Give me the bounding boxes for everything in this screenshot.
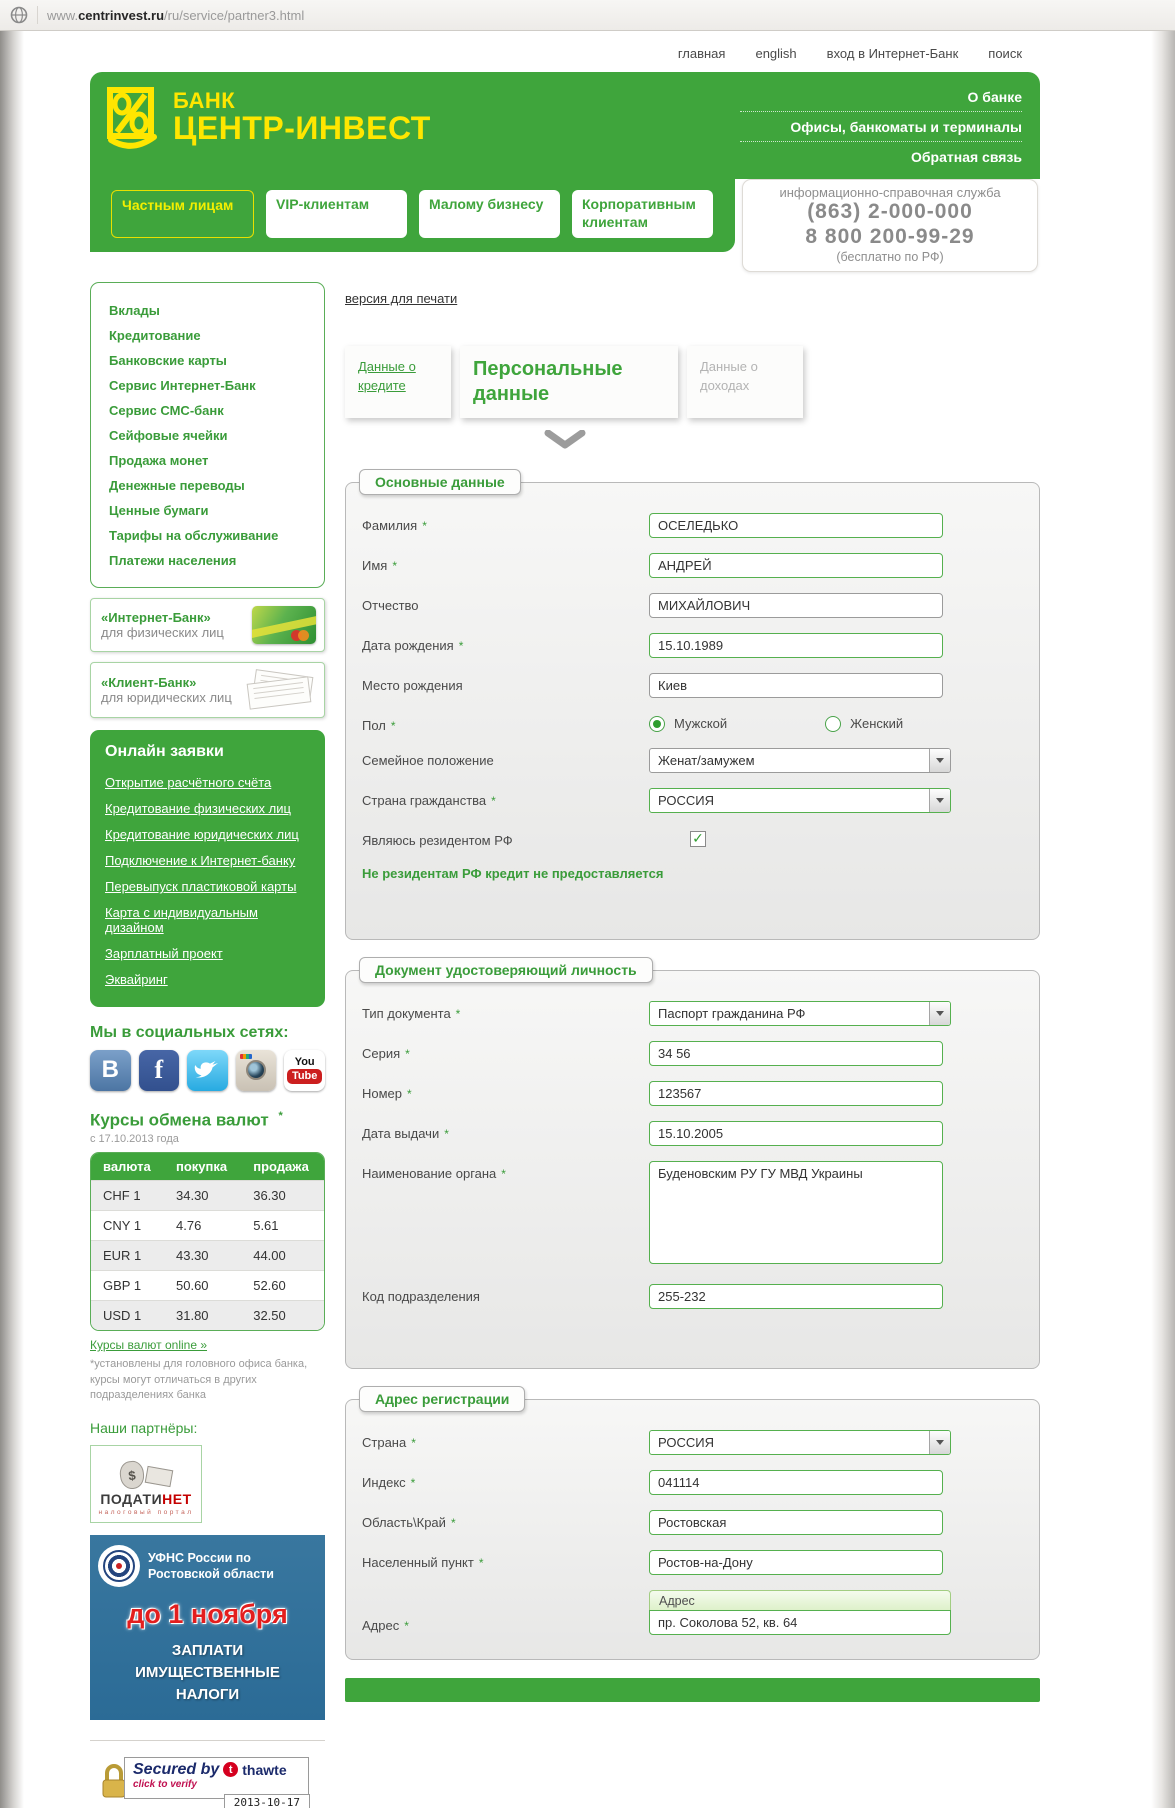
region-input[interactable] — [649, 1510, 943, 1535]
country-select[interactable]: РОССИЯ — [649, 1430, 951, 1455]
field-row-issue-date: Дата выдачи * 15.10.2005 — [362, 1121, 1019, 1146]
birthdate-input[interactable] — [649, 633, 943, 658]
sidebar — [90, 282, 325, 1808]
twitter-icon[interactable] — [187, 1050, 228, 1091]
link-acquiring[interactable]: Эквайринг — [105, 972, 168, 988]
required-mark: * — [450, 1515, 456, 1530]
rates-col-currency: валюта — [91, 1153, 164, 1181]
unit-code-input[interactable] — [649, 1284, 943, 1309]
section-registration-address — [345, 1390, 1040, 1660]
doc-type-select[interactable]: Паспорт гражданина РФ — [649, 1001, 951, 1026]
field-row-country: Страна * РОССИЯ — [362, 1430, 1019, 1455]
podatinet-partner-banner[interactable]: $ ПОДАТИНЕТ налоговый портал — [90, 1445, 202, 1523]
nav-home-link[interactable]: главная — [677, 46, 726, 61]
info-service-card — [742, 179, 1038, 272]
section-legend: Адрес регистрации — [359, 1386, 525, 1412]
required-mark: * — [407, 1086, 412, 1101]
rates-footnote: *установлены для головного офиса банка, курсы могут отличаться в других подразделениях банка — [90, 1358, 308, 1401]
click-to-verify-text: click to verify — [133, 1778, 197, 1790]
money-bags-image: $ — [94, 1451, 198, 1489]
tax-deadline: до 1 ноября — [127, 1599, 288, 1630]
phone-note: (бесплатно по РФ) — [836, 249, 944, 264]
thawte-logo-icon: t — [223, 1762, 238, 1777]
sidebar-item-bank-cards[interactable]: Банковские карты — [109, 352, 227, 368]
rates-col-sell: продажа — [241, 1153, 324, 1181]
bank-logo-text: БАНК ЦЕНТР-ИНВЕСТ — [173, 88, 431, 147]
sidebar-item-sms-bank[interactable]: Сервис СМС-банк — [109, 402, 224, 418]
city-input[interactable] — [649, 1550, 943, 1575]
rates-col-buy: покупка — [164, 1153, 241, 1181]
required-mark: * — [392, 558, 397, 573]
gender-male-radio[interactable] — [649, 716, 665, 732]
sidebar-menu — [90, 282, 325, 588]
thawte-date: 2013-10-17 — [224, 1794, 310, 1808]
social-title: Мы в социальных сетях: — [90, 1023, 289, 1041]
section-identity-document — [345, 961, 1040, 1369]
feedback-link[interactable]: Обратная связь — [911, 149, 1022, 165]
tax-banner[interactable] — [90, 1535, 325, 1719]
link-custom-design-card[interactable]: Карта с индивидуальным дизайном — [105, 905, 258, 936]
step-credit-data[interactable]: Данные о кредите — [345, 346, 451, 418]
field-row-doc-type: Тип документа * Паспорт гражданина РФ — [362, 1001, 1019, 1026]
rates-date: с 17.10.2013 года — [90, 1133, 179, 1146]
window-edge-left — [0, 31, 24, 1808]
field-row-issuer: Наименование органа * Буденовским РУ ГУ МВД Украины — [362, 1161, 1019, 1269]
field-row-lastname: Фамилия * ОСЕЛЕДЬКО — [362, 513, 1019, 538]
issue-date-input[interactable] — [649, 1121, 943, 1146]
internet-bank-banner-subtitle: для физических лиц — [101, 624, 224, 640]
table-row: EUR 1 43.30 44.00 — [91, 1241, 324, 1271]
online-requests-box — [90, 730, 325, 1007]
step-income-data-disabled: Данные о доходах — [687, 346, 803, 418]
audience-tabs — [90, 179, 735, 252]
tab-private-clients[interactable]: Частным лицам — [111, 190, 254, 238]
address-input[interactable] — [649, 1610, 951, 1635]
birthplace-input[interactable] — [649, 673, 943, 698]
field-row-middlename: Отчество МИХАЙЛОВИЧ — [362, 593, 1019, 618]
doc-series-input[interactable] — [649, 1041, 943, 1066]
footer-bar — [345, 1678, 1040, 1702]
table-row: CHF 1 34.30 36.30 — [91, 1181, 324, 1211]
thawte-seal[interactable] — [98, 1757, 313, 1808]
top-utility-nav — [90, 31, 1040, 72]
rates-title: Курсы обмена валют * — [90, 1109, 283, 1130]
section-legend: Документ удостоверяющий личность — [359, 957, 653, 983]
sidebar-item-tariffs[interactable]: Тарифы на обслуживание — [109, 527, 279, 543]
window-edge-right — [1151, 31, 1175, 1808]
tax-banner-org: УФНС России по Ростовской области — [148, 1551, 274, 1582]
field-row-birthdate: Дата рождения * 15.10.1989 — [362, 633, 1019, 658]
sidebar-item-securities[interactable]: Ценные бумаги — [109, 502, 209, 518]
field-row-address: Адрес * Адрес пр. Соколова 52, кв. 64 — [362, 1590, 1019, 1635]
sidebar-item-money-transfers[interactable]: Денежные переводы — [109, 477, 245, 493]
section-basic-data — [345, 473, 1040, 940]
gender-female-label: Женский — [850, 716, 904, 732]
phone-tollfree: 8 800 200-99-29 — [805, 224, 975, 248]
required-mark: * — [491, 793, 496, 808]
vk-icon[interactable]: В — [90, 1050, 131, 1091]
link-salary-project[interactable]: Зарплатный проект — [105, 946, 223, 962]
sidebar-item-coins[interactable]: Продажа монет — [109, 452, 209, 468]
tab-corporate-clients[interactable]: Корпоративным клиентам — [572, 190, 713, 238]
header-links — [740, 72, 1040, 179]
sidebar-item-lending[interactable]: Кредитование — [109, 327, 201, 343]
offices-atms-link[interactable]: Офисы, банкоматы и терминалы — [740, 112, 1022, 142]
bank-card-image — [252, 606, 316, 644]
browser-address-bar — [0, 0, 1175, 31]
print-version-link[interactable]: версия для печати — [345, 290, 458, 306]
internet-bank-banner[interactable] — [90, 598, 325, 652]
issuer-textarea[interactable] — [649, 1161, 943, 1264]
required-mark: * — [411, 1435, 416, 1450]
partners-title: Наши партнёры: — [90, 1420, 198, 1437]
sidebar-item-deposits[interactable]: Вклады — [109, 302, 160, 318]
address-tooltip: Адрес — [649, 1590, 951, 1610]
field-row-citizenship: Страна гражданства * РОССИЯ — [362, 788, 1019, 813]
required-mark: * — [404, 1618, 409, 1633]
section-legend: Основные данные — [359, 469, 521, 495]
field-row-doc-series: Серия * 34 56 — [362, 1041, 1019, 1066]
link-connect-internet-bank[interactable]: Подключение к Интернет-банку — [105, 853, 296, 869]
doc-number-input[interactable] — [649, 1081, 943, 1106]
url-separator — [37, 6, 38, 24]
firstname-input[interactable] — [649, 553, 943, 578]
tab-small-business[interactable]: Малому бизнесу — [419, 190, 560, 238]
required-mark: * — [390, 718, 396, 733]
required-mark: * — [455, 1006, 461, 1021]
required-mark: * — [410, 1475, 416, 1490]
dropdown-arrow-icon[interactable] — [929, 749, 950, 772]
internet-bank-banner-title: «Интернет-Банк» — [101, 609, 211, 625]
client-bank-banner-title: «Клиент-Банк» — [101, 674, 197, 690]
exchange-rates-table — [90, 1152, 325, 1331]
client-bank-banner[interactable] — [90, 662, 325, 718]
page — [0, 31, 1175, 1808]
required-mark: * — [458, 638, 464, 653]
thawte-brand-text: thawte — [242, 1761, 287, 1778]
required-mark: * — [478, 1555, 484, 1570]
gender-female-radio[interactable] — [825, 716, 841, 732]
secured-by-text: Secured by — [133, 1760, 220, 1778]
lastname-input[interactable] — [649, 513, 943, 538]
middlename-input[interactable] — [649, 593, 943, 618]
site-header — [90, 72, 1040, 179]
ufns-emblem-icon — [98, 1545, 140, 1587]
nav-english-link[interactable]: english — [755, 46, 797, 61]
field-row-marital-status: Семейное положение Женат/замужем — [362, 748, 1019, 773]
url-text[interactable]: www.centrinvest.ru/ru/service/partner3.html — [47, 7, 305, 23]
citizenship-select[interactable]: РОССИЯ — [649, 788, 951, 813]
field-row-resident: Являюсь резидентом РФ ✓ — [362, 828, 1019, 848]
field-row-firstname: Имя * АНДРЕЙ — [362, 553, 1019, 578]
main-content — [345, 282, 1040, 1702]
field-row-region: Область\Край * Ростовская — [362, 1510, 1019, 1535]
field-row-birthplace: Место рождения Киев — [362, 673, 1019, 698]
link-open-account[interactable]: Открытие расчётного счёта — [105, 775, 272, 791]
bank-logo-icon — [106, 87, 160, 154]
required-mark: * — [405, 1046, 410, 1061]
bank-logo[interactable] — [90, 72, 431, 179]
cheques-image — [246, 670, 316, 710]
field-row-unit-code: Код подразделения 255-232 — [362, 1284, 1019, 1309]
dropdown-arrow-icon[interactable] — [929, 1002, 950, 1025]
marital-status-select[interactable]: Женат/замужем — [649, 748, 951, 773]
link-corporate-lending[interactable]: Кредитование юридических лиц — [105, 827, 299, 843]
globe-icon — [10, 6, 28, 24]
table-row: USD 1 31.80 32.50 — [91, 1301, 324, 1331]
nav-search-link[interactable]: поиск — [988, 46, 1022, 61]
field-row-city: Населенный пункт * Ростов-на-Дону — [362, 1550, 1019, 1575]
table-row: GBP 1 50.60 52.60 — [91, 1271, 324, 1301]
tab-vip-clients[interactable]: VIP-клиентам — [266, 190, 407, 238]
zip-input[interactable] — [649, 1470, 943, 1495]
field-row-gender: Пол * Мужской Женский — [362, 716, 904, 733]
field-row-zip: Индекс * 041114 — [362, 1470, 1019, 1495]
dropdown-arrow-icon[interactable] — [929, 1431, 950, 1454]
instagram-icon[interactable] — [236, 1050, 277, 1091]
youtube-icon[interactable]: You Tube — [284, 1050, 325, 1091]
resident-checkbox[interactable] — [690, 831, 706, 847]
tax-message: ЗАПЛАТИ ИМУЩЕСТВЕННЫЕ НАЛОГИ — [135, 1642, 280, 1703]
gender-male-label: Мужской — [674, 716, 728, 732]
sidebar-item-payments[interactable]: Платежи населения — [109, 552, 237, 568]
non-resident-note: Не резидентам РФ кредит не предоставляется — [362, 865, 664, 881]
rates-online-link[interactable]: Курсы валют online » — [90, 1338, 208, 1353]
client-bank-banner-subtitle: для юридических лиц — [101, 689, 232, 705]
dropdown-arrow-icon[interactable] — [929, 789, 950, 812]
social-icons — [90, 1050, 325, 1091]
online-requests-title: Онлайн заявки — [105, 742, 224, 760]
chevron-down-icon — [543, 430, 1040, 455]
header-subrow — [90, 179, 1040, 272]
required-mark: * — [422, 518, 427, 533]
form-steps — [345, 346, 1040, 418]
link-card-reissue[interactable]: Перевыпуск пластиковой карты — [105, 879, 297, 895]
phone-local: (863) 2-000-000 — [807, 200, 973, 223]
nav-internet-bank-login-link[interactable]: вход в Интернет-Банк — [826, 46, 959, 61]
link-personal-lending[interactable]: Кредитование физических лиц — [105, 801, 291, 817]
sidebar-item-safe-boxes[interactable]: Сейфовые ячейки — [109, 427, 228, 443]
sidebar-item-internet-bank[interactable]: Сервис Интернет-Банк — [109, 377, 256, 393]
step-personal-data-active: Персональные данные — [460, 346, 678, 418]
table-row: CNY 1 4.76 5.61 — [91, 1211, 324, 1241]
required-mark: * — [501, 1166, 506, 1181]
info-service-caption: информационно-справочная служба — [779, 185, 1001, 200]
required-mark: * — [444, 1126, 449, 1141]
sidebar-divider — [90, 1740, 325, 1741]
field-row-doc-number: Номер * 123567 — [362, 1081, 1019, 1106]
about-bank-link[interactable]: О банке — [740, 82, 1022, 112]
facebook-icon[interactable]: f — [139, 1050, 180, 1091]
